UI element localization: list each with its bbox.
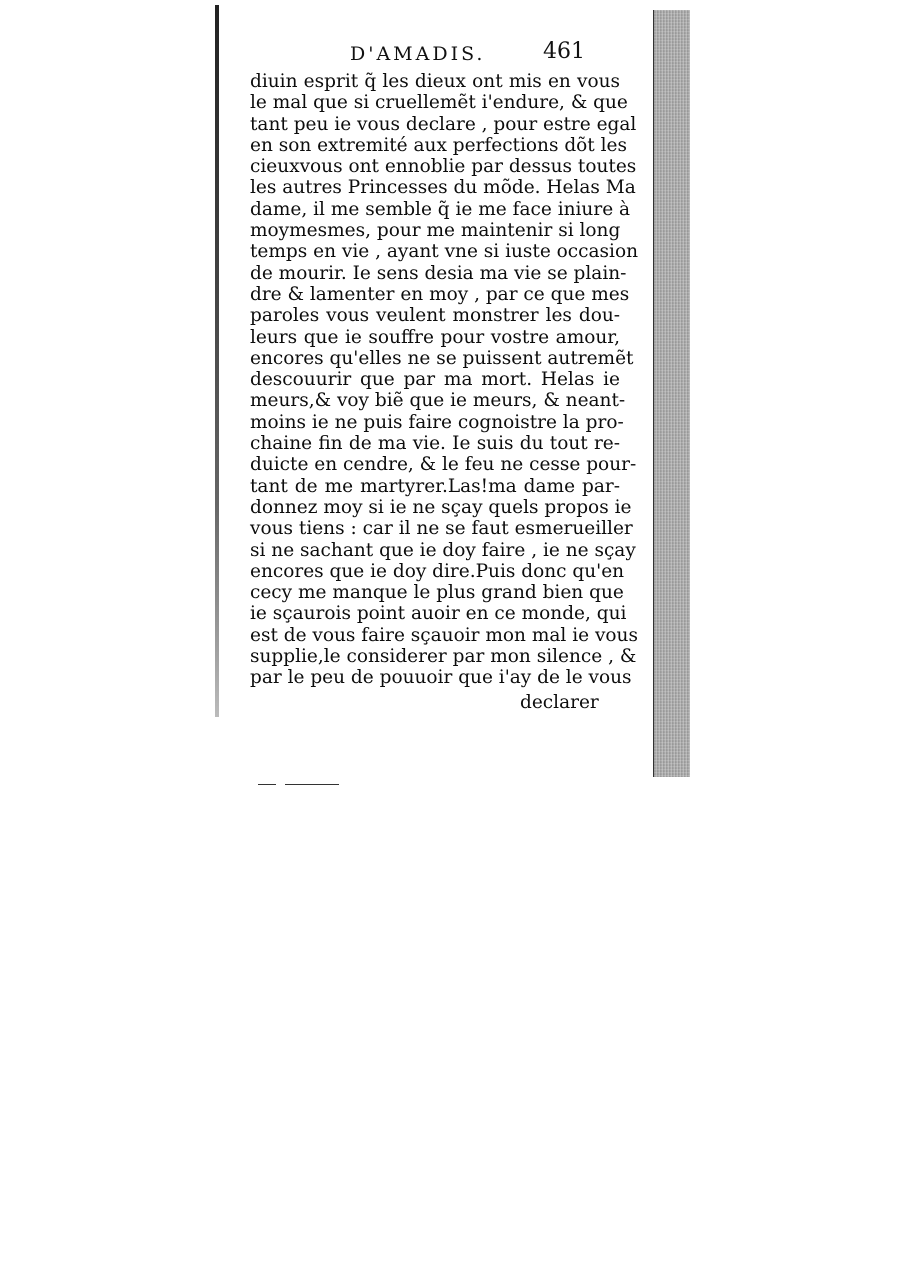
running-head [350,39,610,73]
book-page [215,5,690,777]
catchword: declarer [520,692,599,713]
text-line: donnez moy si ie ne sçay quels propos ie [250,496,632,518]
gutter-shadow [215,5,219,717]
text-line: dame, il me semble q̃ ie me face iniure à [250,198,631,220]
text-line: cecy me manque le plus grand bien que [250,582,624,604]
text-line: duicte en cendre, & le feu ne cesse pour- [250,454,637,476]
text-line: temps en vie , ayant vne si iuste occasion [250,241,639,263]
text-line: si ne sachant que ie doy faire , ie ne sçay [250,539,636,561]
scan-rule-mark [285,784,339,785]
text-line: cieuxvous ont ennoblie par dessus toutes [250,156,637,178]
text-line: leurs que ie souffre pour vostre amour, [250,326,620,348]
text-line: moymesmes, pour me maintenir si long [250,220,621,242]
page-edges [653,10,690,777]
text-line: ie sçaurois point auoir en ce monde, qui [250,603,627,625]
text-line: descouurir que par ma mort. Helas ie [250,369,620,391]
scan-rule-mark [258,784,276,785]
text-line: les autres Princesses du mõde. Helas Ma [250,177,636,199]
text-line: tant de me martyrer.Las!ma dame par- [250,475,620,497]
text-line: en son extremité aux perfections dõt les [250,134,627,156]
text-line: de mourir. Ie sens desia ma vie se plain- [250,262,627,284]
text-line: dre & lamenter en moy , par ce que mes [250,283,630,305]
text-line: encores que ie doy dire.Puis donc qu'en [250,560,625,582]
text-line: encores qu'elles ne se puissent autremẽt [250,347,634,369]
body-text [250,71,639,689]
text-line: meurs,& voy biẽ que ie meurs, & neant- [250,390,626,412]
text-line: moins ie ne puis faire cognoistre la pro- [250,411,624,433]
text-line: paroles vous veulent monstrer les dou- [250,305,620,327]
text-line: par le peu de pouuoir que i'ay de le vous [250,667,632,689]
text-line: est de vous faire sçauoir mon mal ie vous [250,624,638,646]
running-head-title: D'AMADIS. [350,43,486,65]
text-line: le mal que si cruellemẽt i'endure, & que [250,92,628,114]
text-line: diuin esprit q̃ les dieux ont mis en vous [250,71,620,92]
text-line: supplie,le considerer par mon silence , & [250,646,637,668]
text-line: tant peu ie vous declare , pour estre egal [250,113,637,135]
page-number: 461 [543,39,585,64]
text-line: chaine fin de ma vie. Ie suis du tout re- [250,433,620,455]
text-line: vous tiens : car il ne se faut esmerueiller [250,518,633,540]
